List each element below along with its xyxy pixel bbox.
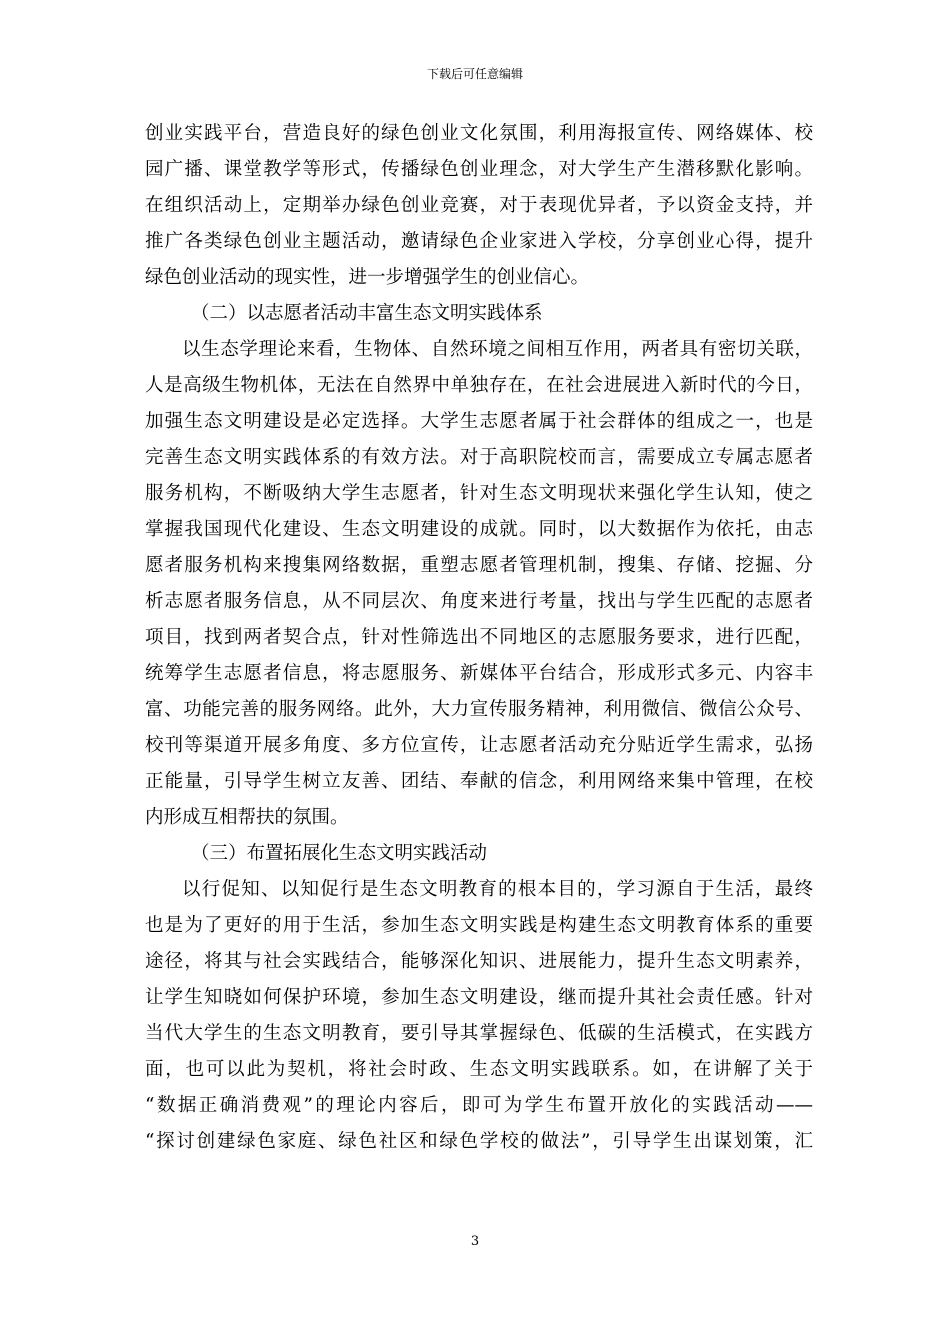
heading-line: （三）布置拓展化生态文明实践活动 xyxy=(191,843,488,864)
text-line: 服务机构，不断吸纳大学生志愿者，针对生态文明现状来强化学生认知，使之 xyxy=(145,483,813,504)
text-line: 富、功能完善的服务网络。此外，大力宣传服务精神，利用微信、微信公众号、 xyxy=(145,699,813,720)
section-heading xyxy=(145,296,813,332)
text-line: 园广播、课堂教学等形式，传播绿色创业理念，对大学生产生潜移默化影响。 xyxy=(145,159,813,180)
page-number: 3 xyxy=(470,1234,480,1249)
text-line: 校刊等渠道开展多角度、多方位宣传，让志愿者活动充分贴近学生需求，弘扬 xyxy=(145,735,813,756)
text-line: 正能量，引导学生树立友善、团结、奉献的信念，利用网络来集中管理，在校 xyxy=(145,771,813,792)
text-line: 愿者服务机构来搜集网络数据，重塑志愿者管理机制，搜集、存储、挖掘、分 xyxy=(145,555,813,576)
paragraph xyxy=(145,872,813,1160)
text-line: 让学生知晓如何保护环境，参加生态文明建设，继而提升其社会责任感。针对 xyxy=(145,987,813,1008)
heading-line: （二）以志愿者活动丰富生态文明实践体系 xyxy=(191,303,543,324)
text-line: 在组织活动上，定期举办绿色创业竞赛，对于表现优异者，予以资金支持，并 xyxy=(145,195,813,216)
page-header: 下载后可任意编辑 xyxy=(426,67,523,81)
section-heading xyxy=(145,836,813,872)
text-line: 面，也可以此为契机，将社会时政、生态文明实践联系。如，在讲解了关于 xyxy=(145,1059,813,1080)
text-line: 推广各类绿色创业主题活动，邀请绿色企业家进入学校，分享创业心得，提升 xyxy=(145,231,813,252)
text-line: 内形成互相帮扶的氛围。 xyxy=(145,807,349,828)
text-line: 当代大学生的生态文明教育，要引导其掌握绿色、低碳的生活模式，在实践方 xyxy=(145,1023,813,1044)
text-line: 也是为了更好的用于生活，参加生态文明实践是构建生态文明教育体系的重要 xyxy=(145,915,813,936)
paragraph xyxy=(145,332,813,836)
text-line: 以行促知、以知促行是生态文明教育的根本目的，学习源自于生活，最终 xyxy=(182,879,813,900)
text-line: 绿色创业活动的现实性，进一步增强学生的创业信心。 xyxy=(145,267,590,288)
text-line: 创业实践平台，营造良好的绿色创业文化氛围，利用海报宣传、网络媒体、校 xyxy=(145,123,813,144)
text-line: 析志愿者服务信息，从不同层次、角度来进行考量，找出与学生匹配的志愿者 xyxy=(145,591,813,612)
text-line: 项目，找到两者契合点，针对性筛选出不同地区的志愿服务要求，进行匹配， xyxy=(145,627,813,648)
text-line: 途径，将其与社会实践结合，能够深化知识、进展能力，提升生态文明素养， xyxy=(145,951,813,972)
text-line: 人是高级生物机体，无法在自然界中单独存在，在社会进展进入新时代的今日， xyxy=(145,375,813,396)
text-line: 加强生态文明建设是必定选择。大学生志愿者属于社会群体的组成之一，也是 xyxy=(145,411,813,432)
text-line: “探讨创建绿色家庭、绿色社区和绿色学校的做法”，引导学生出谋划策，汇 xyxy=(145,1131,813,1152)
text-line: 统筹学生志愿者信息，将志愿服务、新媒体平台结合，形成形式多元、内容丰 xyxy=(145,663,813,684)
paragraph xyxy=(145,116,813,296)
text-line: 掌握我国现代化建设、生态文明建设的成就。同时，以大数据作为依托，由志 xyxy=(145,519,813,540)
document-body xyxy=(145,116,813,1160)
text-line: 以生态学理论来看，生物体、自然环境之间相互作用，两者具有密切关联， xyxy=(182,339,813,360)
text-line: “数据正确消费观”的理论内容后，即可为学生布置开放化的实践活动—— xyxy=(145,1095,813,1116)
text-line: 完善生态文明实践体系的有效方法。对于高职院校而言，需要成立专属志愿者 xyxy=(145,447,813,468)
